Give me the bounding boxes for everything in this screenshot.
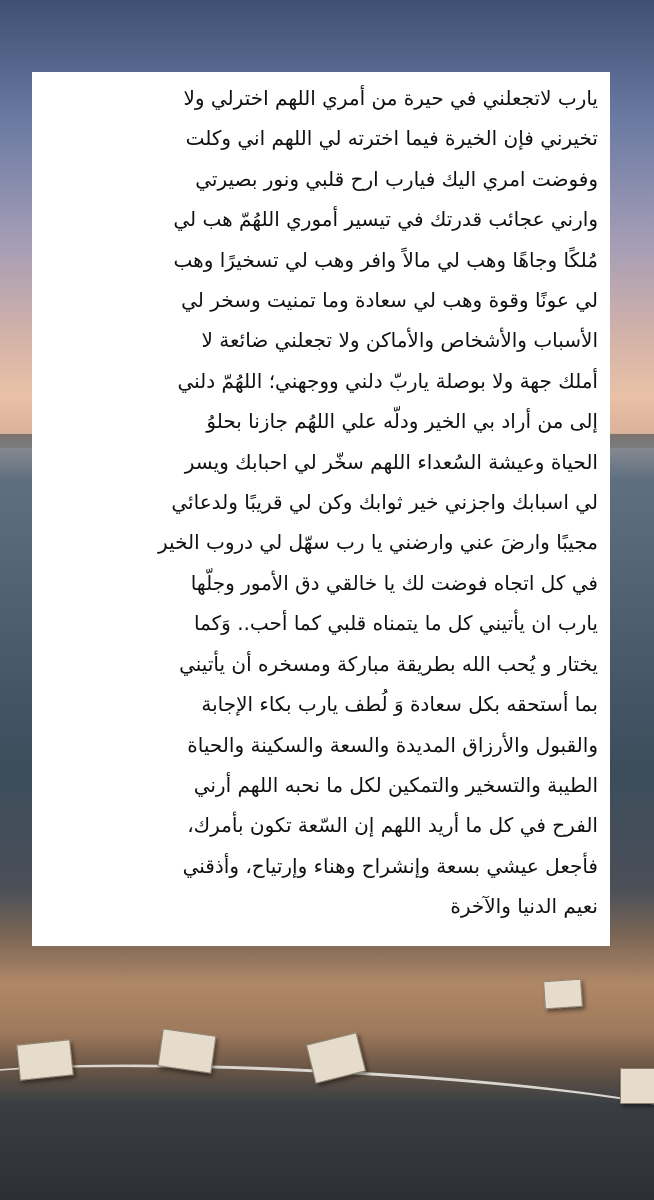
stone-block bbox=[543, 979, 583, 1010]
prayer-line: في كل اتجاه فوضت لك يا خالقي دق الأمور وجلّها bbox=[190, 570, 598, 595]
prayer-line: الفرح في كل ما أريد اللهم إن السّعة تكون بأمرك، bbox=[187, 813, 598, 838]
prayer-line: تخيرني فإن الخيرة فيما اخترته لي اللهم اني وكلت bbox=[185, 126, 598, 151]
prayer-line: يارب لاتجعلني في حيرة من أمري اللهم اخترلي ولا bbox=[183, 86, 598, 110]
prayer-line: لي اسبابك واجزني خير ثوابك وكن لي قريبًا ولدعائي bbox=[171, 490, 598, 515]
prayer-line: يارب ان يأتيني كل ما يتمناه قلبي كما أحب.. وَكما bbox=[194, 611, 598, 636]
prayer-line: فأجعل عيشي بسعة وإنشراح وهناء وإرتياح، وأذقني bbox=[182, 853, 598, 878]
prayer-line: الحياة وعيشة السُعداء اللهم سخّر لي احبابك ويسر bbox=[184, 449, 598, 474]
prayer-line: لي عونًا وقوة وهب لي سعادة وما تمنيت وسخر لي bbox=[181, 288, 598, 313]
stone-block bbox=[16, 1039, 73, 1080]
stone-block bbox=[158, 1028, 217, 1073]
prayer-line: وفوضت امري اليك فيارب ارح قلبي ونور بصيرتي bbox=[195, 166, 598, 191]
prayer-text bbox=[66, 78, 598, 927]
prayer-line: الطيبة والتسخير والتمكين لكل ما نحبه اللهم أرني bbox=[193, 772, 598, 797]
prayer-line: الأسباب والأشخاص والأماكن ولا تجعلني ضائعة لا bbox=[201, 328, 598, 353]
prayer-line: إلى من أراد بي الخير ودلّه علي اللهُم جازنا بحلوُ bbox=[206, 409, 598, 434]
prayer-line: يختار و يُحب الله بطريقة مباركة ومسخره أن يأتيني bbox=[179, 651, 598, 676]
prayer-line: والقبول والأرزاق المديدة والسعة والسكينة والحياة bbox=[187, 732, 598, 757]
prayer-line: نعيم الدنيا والآخرة bbox=[450, 894, 598, 919]
prayer-line: مجيبًا وارضَ عني وارضني يا رب سهّل لي دروب الخير bbox=[158, 530, 598, 555]
prayer-line: وارني عجائب قدرتك في تيسير أموري اللهُمّ هب لي bbox=[173, 207, 598, 232]
prayer-line: بما أستحقه بكل سعادة وَ لُطف يارب بكاء الإجابة bbox=[201, 692, 598, 717]
prayer-card bbox=[32, 72, 610, 946]
prayer-line: أملك جهة ولا بوصلة ياربّ دلني ووجهني؛ اللهُمّ دلني bbox=[177, 368, 598, 393]
stone-block bbox=[620, 1068, 654, 1104]
prayer-line: مُلكًا وجاهًا وهب لي مالاً وافر وهب لي تسخيرًا وهب bbox=[173, 247, 598, 272]
